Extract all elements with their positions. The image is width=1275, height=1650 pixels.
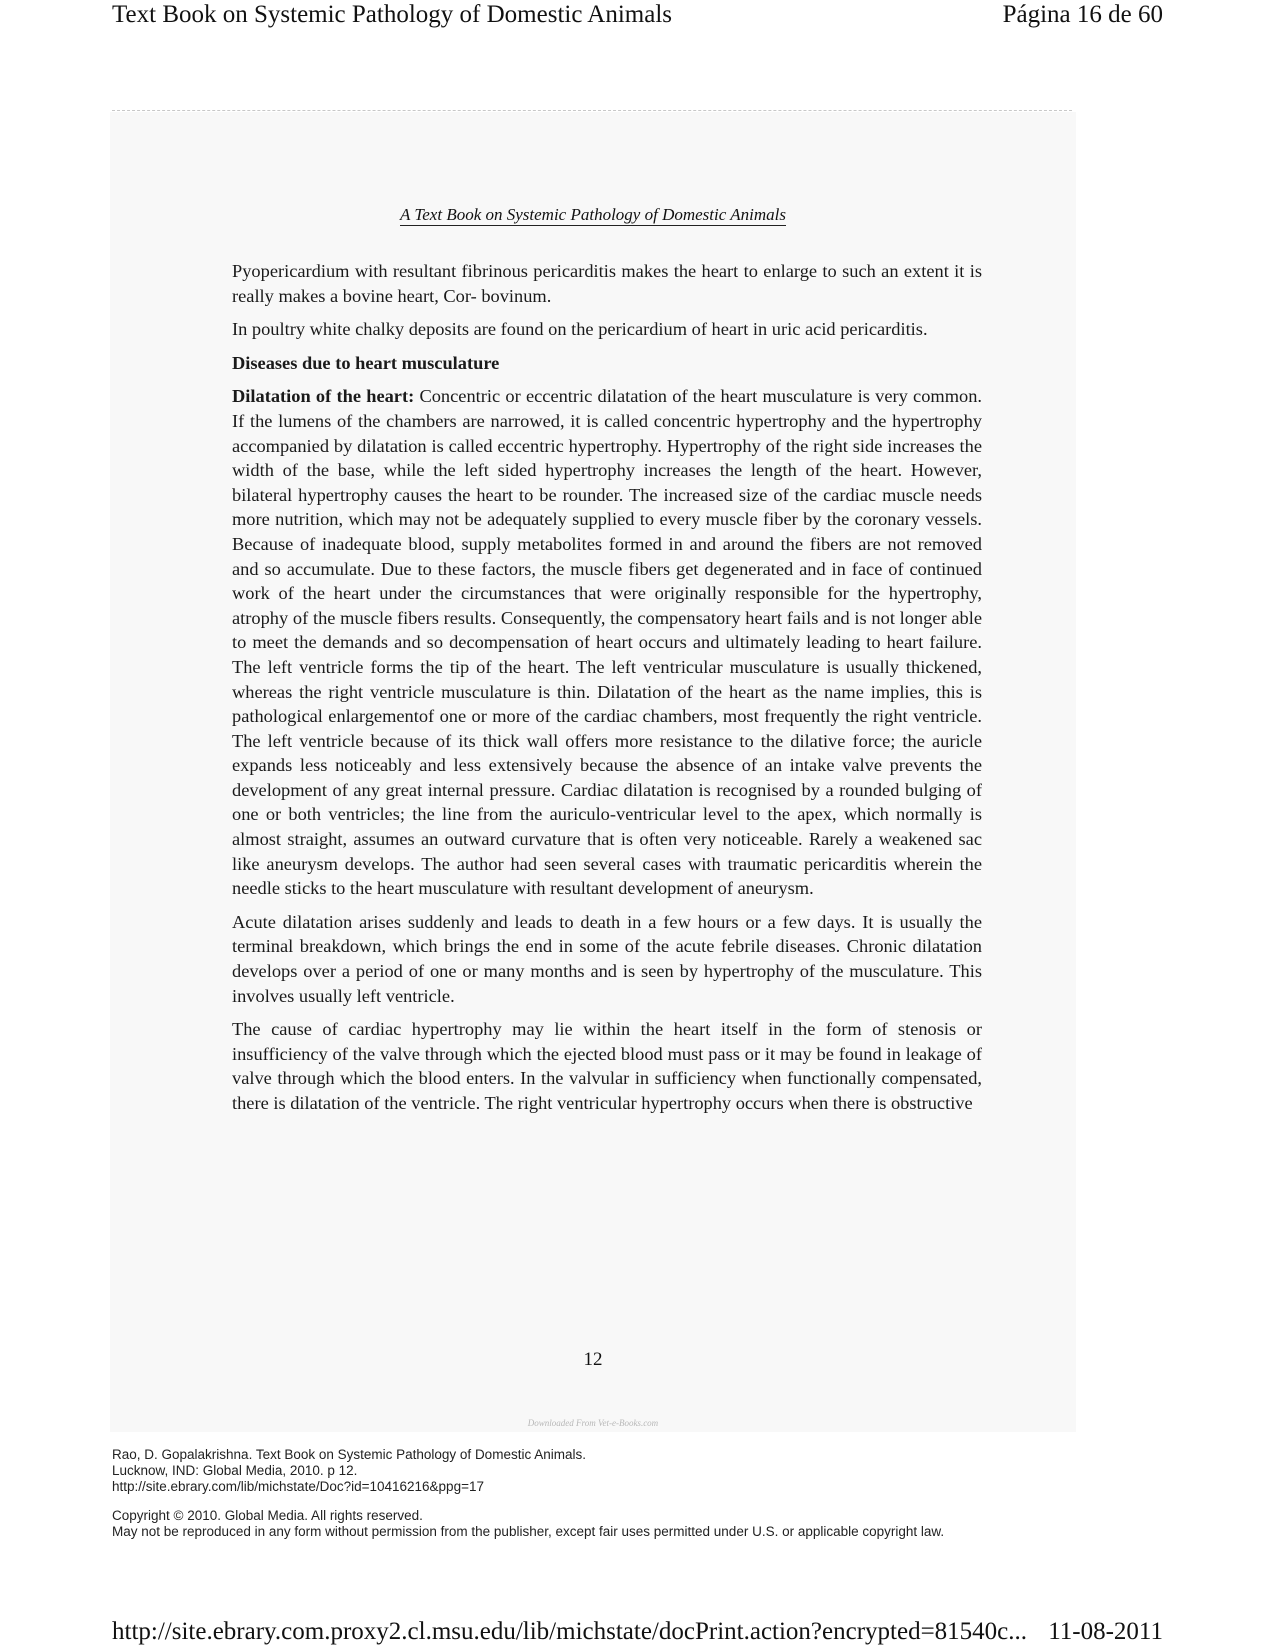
- section-heading: Diseases due to heart musculature: [232, 352, 500, 373]
- page-body: [232, 259, 982, 1125]
- running-head: [110, 204, 1076, 226]
- copyright-block: [112, 1508, 1072, 1543]
- print-footer-url: http://site.ebrary.com.proxy2.cl.msu.edu/lib/michstate/docPrint.action?encrypted=81540c...: [112, 1618, 1028, 1645]
- running-head-text: A Text Book on Systemic Pathology of Domestic Animals: [400, 205, 786, 224]
- citation-block: [112, 1447, 1072, 1495]
- citation-line: Rao, D. Gopalakrishna. Text Book on Systemic Pathology of Domestic Animals.: [112, 1447, 586, 1462]
- citation-line: Lucknow, IND: Global Media, 2010. p 12.: [112, 1463, 358, 1478]
- paragraph: The cause of cardiac hypertrophy may lie within the heart itself in the form of stenosis or insufficiency of the valve through which the ejected blood must pass or it may be found in leakage of valve through which the blood enters. In the valvular in sufficiency when functionally compensated, there is dilatation of the ventricle. The right ventricular hypertrophy occurs when there is obstructive: [232, 1019, 982, 1113]
- scanned-page: [110, 112, 1076, 1432]
- paragraph: In poultry white chalky deposits are found on the pericardium of heart in uric acid pericarditis.: [232, 319, 928, 340]
- paragraph-body: Concentric or eccentric dilatation of the heart musculature is very common. If the lumens of the chambers are narrowed, it is called concentric hypertrophy and the hypertrophy accompanied by dilatation is called eccentric hypertrophy. Hypertrophy of the right side increases the width of the base, while the left sided hypertrophy increases the length of the heart. However, bilateral hypertrophy causes the heart to be rounder. The increased size of the cardiac muscle needs more nutrition, which may not be adequately supplied to every muscle fiber by the coronary vessels. Because of inadequate blood, supply metabolites formed in and around the fibers are not removed and so accumulate. Due to these factors, the muscle fibers get degenerated and in face of continued work of the heart under the circumstances that were originally responsible for the hypertrophy, atrophy of the muscle fibers results. Consequently, the compensatory heart fails and is not longer able to meet the demands and so decompensation of heart occurs and ultimately leading to heart failure. The left ventricle forms the tip of the heart. The left ventricular musculature is usually thickened, whereas the right ventricle musculature is thin. Dilatation of the heart as the name implies, this is pathological enlargementof one or more of the cardiac chambers, most frequently the right ventricle. The left ventricle because of its thick wall offers more resistance to the dilative force; the auricle expands less noticeably and less extensively because the absence of an intake valve prevents the development of any great internal pressure. Cardiac dilatation is recognised by a rounded bulging of one or both ventricles; the line from the auriculo-ventricular level to the apex, which normally is almost straight, assumes an outward curvature that is often very noticeable. Rarely a weakened sac like aneurysm develops. The author had seen several cases with traumatic pericarditis wherein the needle sticks to the heart musculature with resultant development of aneurysm.: [232, 386, 983, 899]
- copyright-notice: May not be reproduced in any form without permission from the publisher, except fair uses permitted under U.S. or applicable copyright law.: [112, 1524, 945, 1539]
- page-number: 12: [583, 1349, 603, 1370]
- print-footer-date: 11-08-2011: [1048, 1618, 1163, 1645]
- paragraph: Pyopericardium with resultant fibrinous pericarditis makes the heart to enlarge to such an extent it is really makes a bovine heart, Cor- bovinum.: [232, 261, 982, 306]
- paragraph: Acute dilatation arises suddenly and leads to death in a few hours or a few days. It is usually the terminal breakdown, which brings the end in some of the acute febrile diseases. Chronic dilatation develops over a period of one or many months and is seen by hypertrophy of the musculature. This involves usually left ventricle.: [232, 911, 982, 1006]
- paragraph-dilatation: [232, 384, 982, 900]
- watermark: Downloaded From Vet-e-Books.com: [527, 1418, 659, 1428]
- paragraph-lead: Dilatation of the heart:: [232, 386, 415, 407]
- copyright-line: Copyright © 2010. Global Media. All rights reserved.: [112, 1508, 423, 1523]
- citation-url: http://site.ebrary.com/lib/michstate/Doc?id=10416216&ppg=17: [112, 1479, 484, 1494]
- print-header-title: Text Book on Systemic Pathology of Domestic Animals: [112, 1, 673, 28]
- print-header-page-info: Página 16 de 60: [1002, 1, 1163, 28]
- header-divider: [112, 110, 1072, 111]
